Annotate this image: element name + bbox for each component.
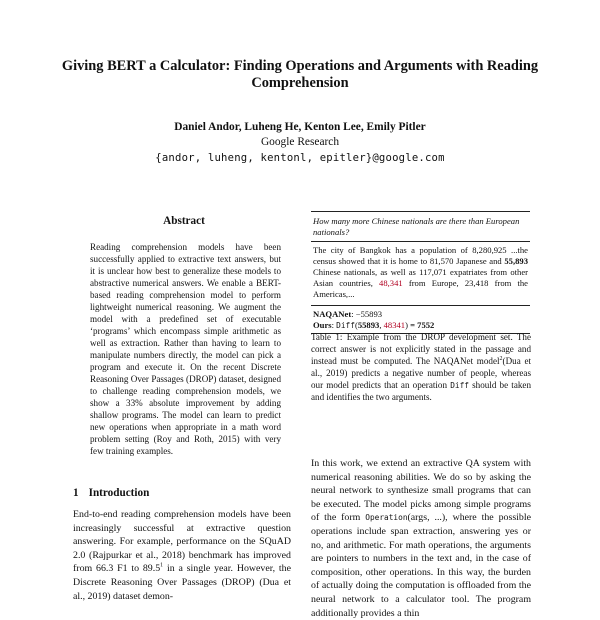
para-text: , where the possible operations include span extraction, answering yes or no, and arithmetic. For math operations, the arguments are pointers to numbers in the text and, in the case of composition, other operations. In this way, the burden of actually doing the computation is offloaded from the neural network to a calculator tool. The program additionally provides a thin	[311, 512, 531, 619]
naqanet-value: : −55893	[351, 309, 383, 319]
ours-comma: ,	[379, 320, 384, 330]
example-table	[311, 211, 530, 334]
passage-arg1: 55,893	[504, 256, 528, 266]
naqanet-answer	[313, 309, 528, 320]
intro-text-start: End-to-end reading comprehension models have been increasingly successful at extractive question answering. For example, performance on the SQuAD 2.0 (Rajpurkar et al., 2018) benchmark has improved from 66.3 F1 to 89.5	[73, 509, 291, 575]
ours-arg2: 48341	[383, 320, 406, 330]
section-title: Introduction	[88, 487, 150, 499]
footnote-mark: 2	[499, 355, 503, 362]
passage-arg2: 48,341	[379, 278, 403, 288]
body-paragraph	[311, 457, 531, 620]
para-operation: Operation	[365, 513, 408, 523]
abstract-text: Reading comprehension models have been successfully applied to extractive text answers, but it is unclear how best to generalize these models to abstractive numerical answers. We enable a BERT-based reading comprehension model to perform lightweight numerical reasoning. We augment the model with a predefined set of executable ‘programs’ which encompass simple arithmetic as well as extraction. Rather than having to learn to manipulate numbers directly, the model can pick a program and execute it. On the recent Discrete Reasoning Over Passages (DROP) dataset, designed to challenge reading comprehension models, we show a 33% absolute improvement by adding shallow programs. The model can learn to predict new operations when appropriate in a math word problem setting (Roy and Roth, 2015) with very few training examples.	[90, 242, 281, 456]
ours-colon: :	[331, 320, 337, 330]
footnote-mark: 1	[160, 563, 164, 570]
introduction-paragraph	[73, 508, 291, 603]
section-number: 1	[73, 487, 79, 499]
affiliation: Google Research	[260, 136, 340, 148]
table-question: How many more Chinese nationals are there than European nationals?	[313, 216, 520, 237]
ours-operation: Diff	[336, 321, 355, 330]
caption-text: should be taken and identifies the two arguments.	[311, 379, 531, 402]
table-answers	[311, 306, 530, 333]
ours-answer	[313, 320, 528, 331]
ours-result: = 7552	[407, 320, 435, 330]
section-heading-introduction	[73, 487, 293, 499]
intro-text-end: in a single year. However, the Discrete Reasoning Over Passages (DROP) (Dua et al., 2019) dataset demon-	[73, 563, 291, 602]
caption-text: Table 1: Example from the DROP development set. The correct answer is not explicitly stated in the passage and instead must be computed. The NAQANet model	[311, 332, 531, 366]
caption-operation: Diff	[450, 380, 469, 390]
abstract-heading: Abstract	[163, 215, 205, 227]
author-emails: {andor, luheng, kentonl, epitler}@google.com	[155, 152, 445, 164]
ours-close: )	[405, 320, 408, 330]
passage-text: The city of Bangkok has a population of 8,280,925 ...the census showed that it is home to 81,570 Japanese and	[313, 245, 528, 266]
table-caption	[311, 332, 531, 403]
caption-text: (Dua et al., 2019) predicts a negative number of people, whereas our model predicts that an operation	[311, 355, 532, 390]
para-args: (args, ...)	[407, 512, 446, 524]
para-text: In this work, we extend an extractive QA system with numerical reasoning abilities. We do so by asking the neural network to synthesize small programs that can be executed. The model picks among simple programs of the form	[311, 458, 531, 524]
ours-arg1: 55893	[357, 320, 380, 330]
paper-title: Giving BERT a Calculator: Finding Operations and Arguments with Reading Comprehension	[61, 58, 539, 91]
table-passage	[311, 242, 530, 305]
naqanet-label: NAQANet	[313, 309, 352, 319]
passage-text: Chinese nationals, as well as 117,071 expatriates from other Asian countries,	[313, 267, 528, 288]
passage-text: from Europe, 23,418 from the Americas,...	[313, 278, 528, 299]
ours-label: Ours	[313, 320, 332, 330]
ours-open: (	[354, 320, 358, 330]
author-list: Daniel Andor, Luheng He, Kenton Lee, Emily Pitler	[174, 121, 426, 133]
